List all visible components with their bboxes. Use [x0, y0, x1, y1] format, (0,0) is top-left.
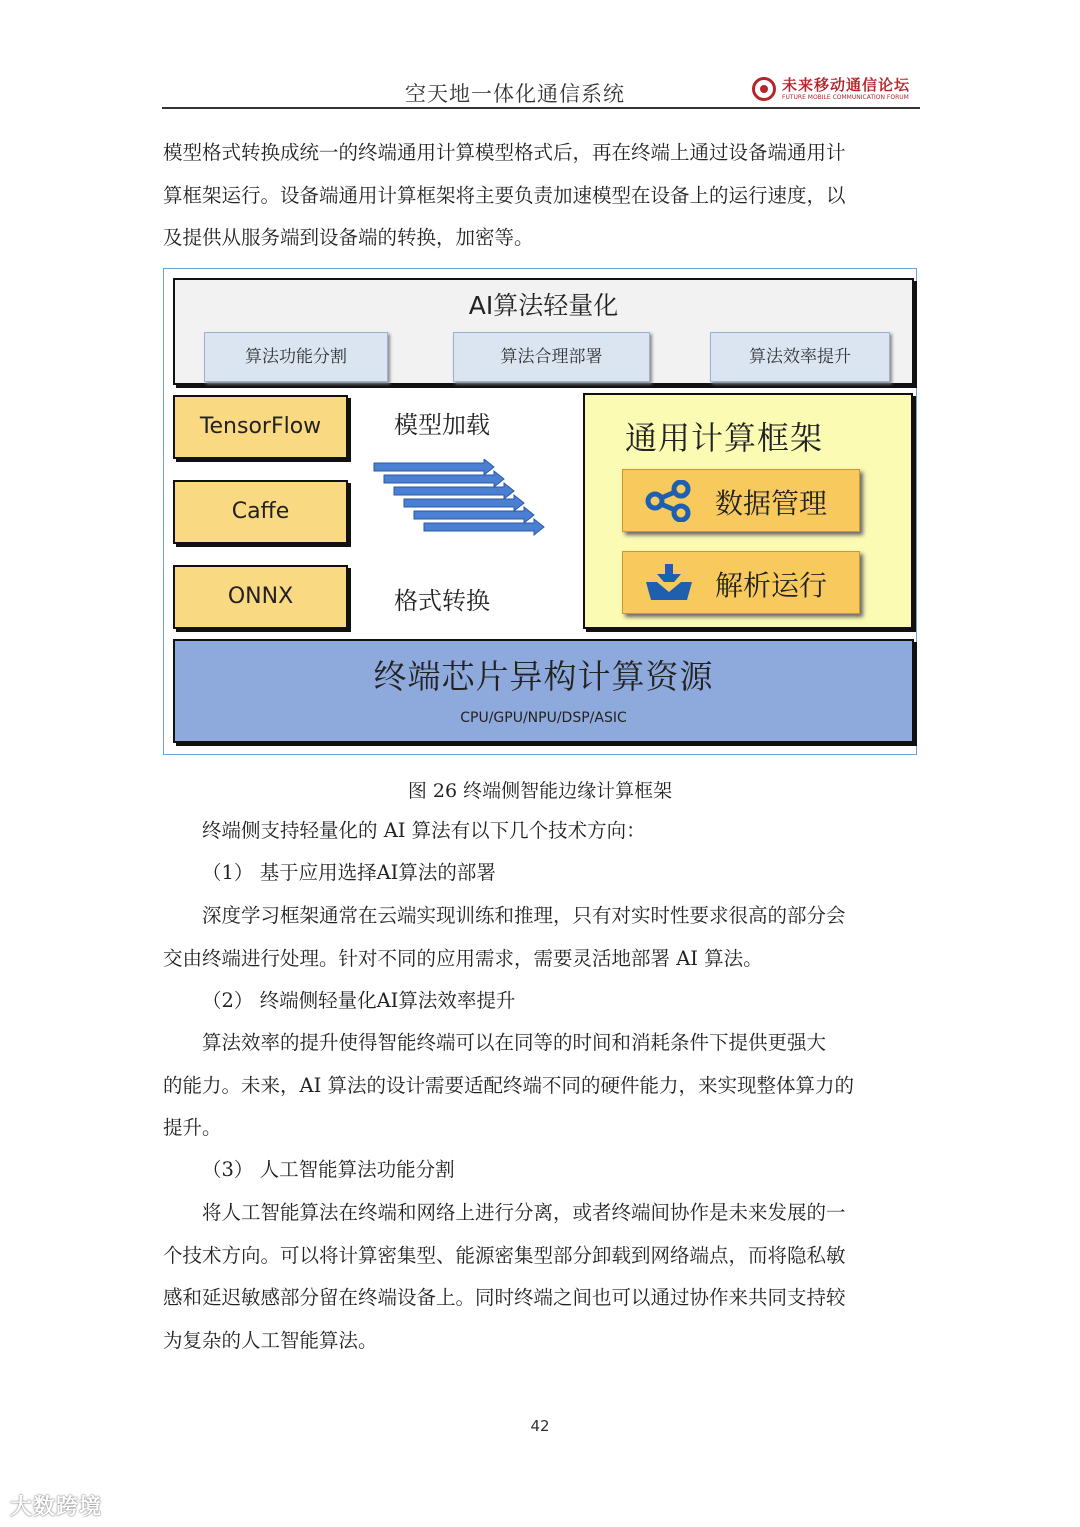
text-line: 为复杂的人工智能算法。 [163, 1328, 378, 1352]
paragraph [163, 1192, 918, 1362]
algo-split-box: 算法功能分割 [204, 332, 388, 382]
framework-onnx: ONNX [173, 565, 348, 629]
forum-logo-icon [752, 77, 776, 101]
text-line: 提升。 [163, 1116, 222, 1139]
text-line: 个技术方向。可以将计算密集型、能源密集型部分卸载到网络端点，而将隐私敏 [163, 1243, 846, 1267]
text-line: 算法效率的提升使得智能终端可以在同等的时间和消耗条件下提供更强大 [202, 1031, 827, 1054]
text-line: 感和延迟敏感部分留在终端设备上。同时终端之间也可以通过协作来共同支持较 [163, 1286, 846, 1309]
text-line: 及提供从服务端到设备端的转换，加密等。 [163, 226, 534, 249]
conversion-arrows-icon [369, 459, 549, 554]
general-compute-framework-panel [583, 393, 913, 629]
processor-list: CPU/GPU/NPU/DSP/ASIC [460, 710, 627, 726]
forum-logo [752, 74, 922, 106]
heterogeneous-compute-panel [173, 639, 914, 743]
download-tray-icon [643, 562, 695, 604]
watermark: 大数跨境 [10, 1495, 103, 1520]
text-line: 深度学习框架通常在云端实现训练和推理，只有对实时性要求很高的部分会 [202, 904, 846, 927]
header-divider [162, 107, 920, 109]
framework-diagram [163, 268, 917, 755]
data-management-box [622, 469, 860, 532]
text-line: 的能力。未来，AI 算法的设计需要适配终端不同的硬件能力，来实现整体算力的 [163, 1073, 854, 1097]
general-compute-title: 通用计算框架 [625, 419, 824, 457]
format-convert-label: 格式转换 [394, 587, 490, 615]
paragraph: 终端侧支持轻量化的 AI 算法有以下几个技术方向： [202, 819, 646, 842]
section-heading-1: （1） 基于应用选择AI算法的部署 [202, 861, 496, 884]
text-line: 模型格式转换成统一的终端通用计算模型格式后，再在终端上通过设备端通用计 [163, 141, 846, 164]
text-line: 算框架运行。设备端通用计算框架将主要负责加速模型在设备上的运行速度，以 [163, 183, 846, 207]
heterogeneous-compute-title: 终端芯片异构计算资源 [373, 657, 714, 696]
header-title: 空天地一体化通信系统 [405, 82, 625, 106]
page-number: 42 [530, 1417, 550, 1435]
text-line: 将人工智能算法在终端和网络上进行分离，或者终端间协作是未来发展的一 [202, 1201, 846, 1224]
figure-caption: 图 26 终端侧智能边缘计算框架 [407, 780, 673, 802]
logo-text-en: FUTURE MOBILE COMMUNICATION FORUM [782, 94, 909, 101]
text-line: 交由终端进行处理。针对不同的应用需求，需要灵活地部署 AI 算法。 [163, 946, 763, 970]
section-heading-3: （3） 人工智能算法功能分割 [202, 1158, 455, 1181]
paragraph [163, 1022, 918, 1150]
algo-efficiency-box: 算法效率提升 [710, 332, 890, 382]
share-nodes-icon [643, 480, 693, 522]
data-management-label: 数据管理 [715, 487, 828, 520]
framework-caffe: Caffe [173, 480, 348, 544]
ai-lightweight-panel [173, 278, 914, 385]
intro-paragraph [163, 132, 918, 260]
logo-text-cn: 未来移动通信论坛 [782, 76, 911, 94]
algo-deploy-box: 算法合理部署 [453, 332, 650, 382]
ai-lightweight-title: AI算法轻量化 [468, 291, 619, 320]
model-load-label: 模型加载 [394, 411, 490, 439]
parse-run-label: 解析运行 [715, 569, 828, 602]
section-heading-2: （2） 终端侧轻量化AI算法效率提升 [202, 989, 516, 1012]
framework-tensorflow: TensorFlow [173, 395, 348, 459]
parse-run-box [622, 551, 860, 614]
paragraph [163, 895, 918, 980]
